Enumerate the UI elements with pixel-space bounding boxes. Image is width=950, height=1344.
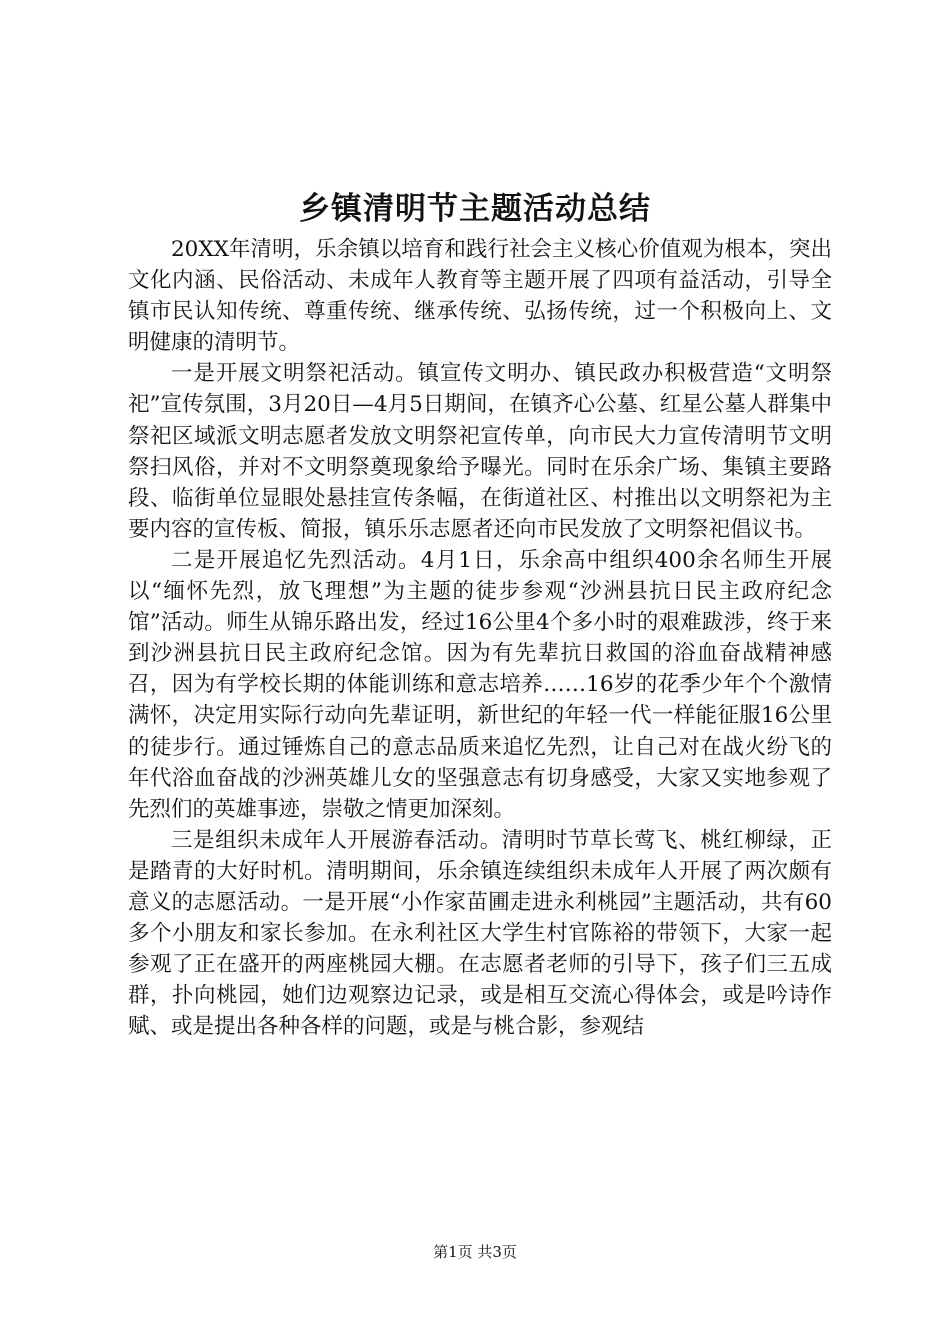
document-title: 乡镇清明节主题活动总结 — [299, 191, 651, 227]
document-body — [128, 234, 832, 1042]
paragraph-intro: 20XX年清明，乐余镇以培育和践行社会主义核心价值观为根本，突出文化内涵、民俗活动、未成年人教育等主题开展了四项有益活动，引导全镇市民认知传统、尊重传统、继承传统、弘扬传统，过一个积极向上、文明健康的清明节。 — [128, 237, 832, 356]
paragraph-spring-outing: 三是组织未成年人开展游春活动。清明时节草长莺飞、桃红柳绿，正是踏青的大好时机。清明期间，乐余镇连续组织未成年人开展了两次颇有意义的志愿活动。一是开展“小作家苗圃走进永利桃园”主题活动，共有60多个小朋友和家长参加。在永利社区大学生村官陈裕的带领下，大家一起参观了正在盛开的两座桃园大棚。在志愿者老师的引导下，孩子们三五成群，扑向桃园，她们边观察边记录，或是相互交流心得体会，或是吟诗作赋、或是提出各种各样的问题，或是与桃合影，参观结 — [128, 827, 832, 1040]
paragraph-civilized-sacrifice: 一是开展文明祭祀活动。镇宣传文明办、镇民政办积极营造“文明祭祀”宣传氛围，3月20日—4月5日期间，在镇齐心公墓、红星公墓人群集中祭祀区域派文明志愿者发放文明祭祀宣传单，向市民大力宣传清明节文明祭扫风俗，并对不文明祭奠现象给予曝光。同时在乐余广场、集镇主要路段、临街单位显眼处悬挂宣传条幅，在街道社区、村推出以文明祭祀为主要内容的宣传板、简报，镇乐乐志愿者还向市民发放了文明祭祀倡议书。 — [128, 361, 832, 542]
paragraph-martyrs-memorial: 二是开展追忆先烈活动。4月1日，乐余高中组织400余名师生开展以“缅怀先烈，放飞理想”为主题的徒步参观“沙洲县抗日民主政府纪念馆”活动。师生从锦乐路出发，经过16公里4个多小时的艰难跋涉，终于来到沙洲县抗日民主政府纪念馆。因为有先辈抗日救国的浴血奋战精神感召，因为有学校长期的体能训练和意志培养……16岁的花季少年个个激情满怀，决定用实际行动向先辈证明，新世纪的年轻一代一样能征服16公里的徒步行。通过锤炼自己的意志品质来追忆先烈，让自己对在战火纷飞的年代浴血奋战的沙洲英雄儿女的坚强意志有切身感受，大家又实地参观了先烈们的英雄事迹，崇敬之情更加深刻。 — [128, 547, 832, 822]
page-number-footer: 第1页 共3页 — [433, 1243, 517, 1261]
